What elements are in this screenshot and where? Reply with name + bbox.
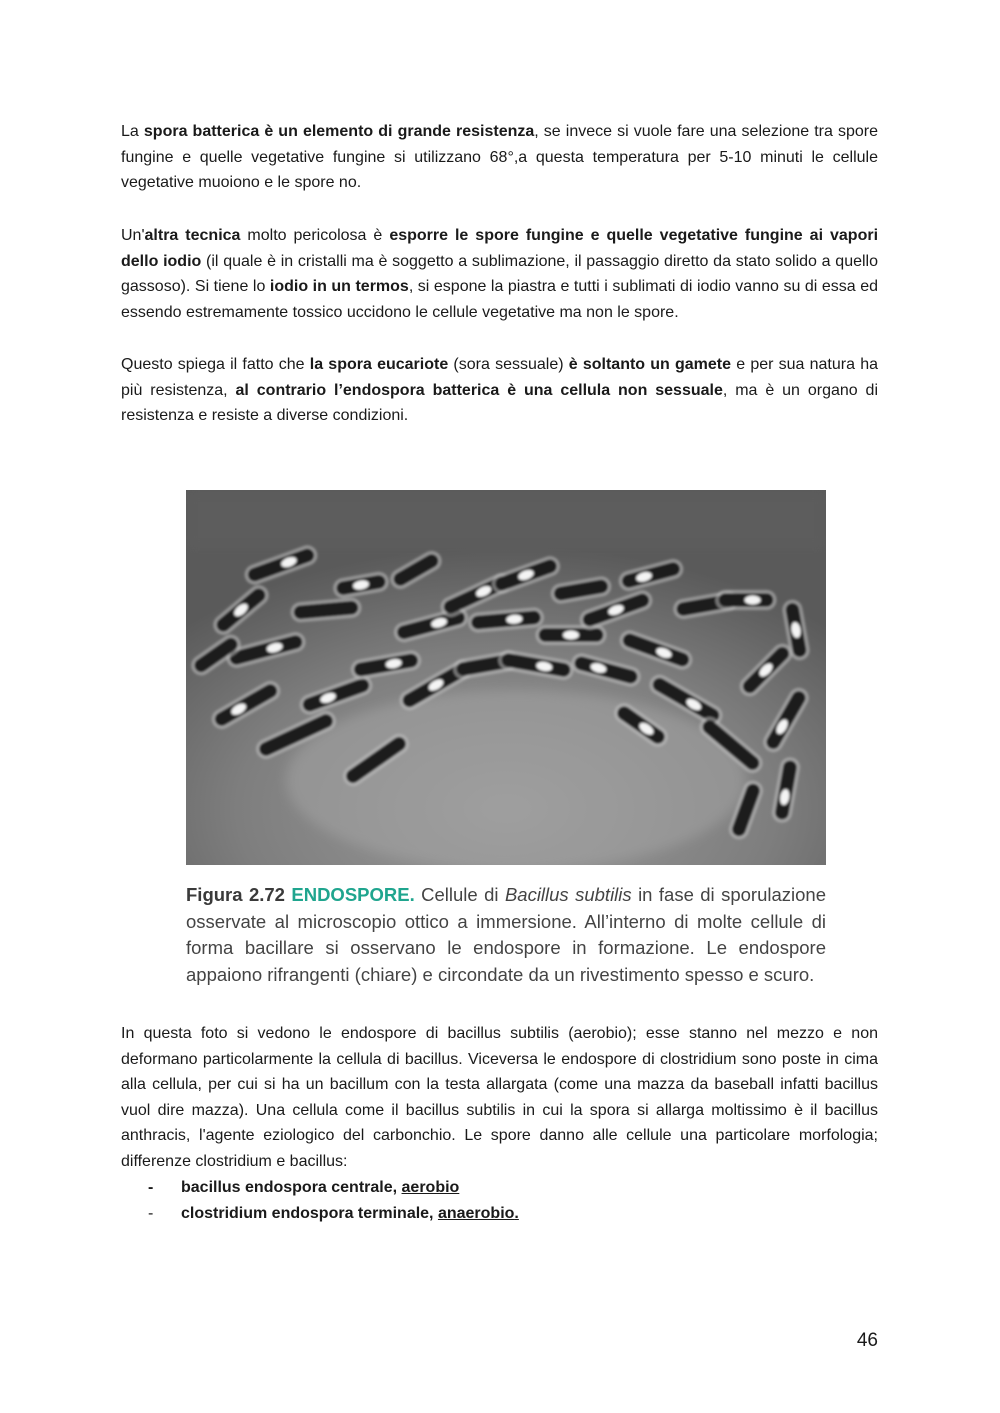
text-run: In questa foto si vedono le endospore di bacillus subtilis (aerobio); esse stanno nel mezzo e non deformano particolarmente la cellula di bacillus. Viceversa le endospore di clostridium sono poste in cima alla cellula, per cui si ha un bacillum con la testa allargata (come una mazza da baseball infatti bacillus vuol dire mazza). Una cellula come il bacillus subtilis in cui la spora si allarga moltissimo è il bacillus anthracis, l'agente eziologico del carbonchio. Le spore danno alle cellule una particolare morfologia; differenze clostridium e bacillus: xyxy=(121,1025,878,1170)
paragraph-spore-resistance xyxy=(121,119,878,196)
list-item-underlined: anaerobio xyxy=(437,1204,515,1222)
figure-label: ENDOSPORE. xyxy=(291,884,415,905)
text-run: , ma è un organo di resistenza e resiste a diverse condizioni. xyxy=(121,381,879,425)
bold-run: esporre le spore fungine e quelle vegetative fungine ai vapori dello iodio xyxy=(121,227,879,270)
text-run: , se invece si vuole fare una selezione tra spore fungine e quelle vegetative fungine si utilizzano 68°,a questa temperatura per 5-10 minuti le cellule vegetative muoiono e le spore no. xyxy=(121,123,879,192)
list-item xyxy=(121,1175,878,1201)
paragraph-photo-description xyxy=(121,1021,878,1175)
caption-text: Cellule di xyxy=(414,884,505,905)
bullet-dash: - xyxy=(148,1204,154,1222)
figure-caption xyxy=(186,882,826,988)
list-item xyxy=(121,1201,878,1227)
caption-text: in fase di sporulazione osservate al microscopio ottico a immersione. All’interno di molte cellule di forma bacillare si osservano le endospore in formazione. Le endospore appaiono rifrangenti (chiare) e circondate da un rivestimento spesso e scuro. xyxy=(186,884,826,985)
list-item-text: clostridium endospora terminale, xyxy=(181,1204,438,1222)
bold-run: al contrario l’endospora batterica è una cellula non sessuale xyxy=(235,381,723,399)
text-run: La xyxy=(121,123,144,140)
caption-species: Bacillus subtilis xyxy=(504,884,632,905)
text-run: Un' xyxy=(121,227,145,244)
bold-run: la spora eucariote xyxy=(309,356,449,373)
bacillus-cell xyxy=(536,625,607,645)
text-run: molto pericolosa è xyxy=(240,227,390,244)
bullet-dash: - xyxy=(148,1179,154,1196)
text-run: (sora sessuale) xyxy=(448,356,569,373)
endospore-micrograph-image xyxy=(186,490,826,865)
bacillus-cell xyxy=(716,590,777,610)
text-run: (il quale è in cristalli ma è soggetto a sublimazione, il passaggio diretto da stato solido a quello gassoso). Si tiene lo xyxy=(121,252,878,296)
text-run: , si espone la piastra e tutti i sublimati di iodio vanno su di essa ed essendo estremamente tossico uccidono le cellule vegetative ma non le spore. xyxy=(121,278,878,321)
text-run: e per sua natura ha più resistenza, xyxy=(121,356,879,399)
bold-run: iodio in un termos xyxy=(269,278,409,296)
paragraph-iodine-technique xyxy=(121,223,878,325)
page-number: 46 xyxy=(856,1330,878,1351)
differences-list xyxy=(121,1175,878,1226)
list-item-text: bacillus endospora centrale, xyxy=(181,1179,402,1196)
text-run: Questo spiega il fatto che xyxy=(121,356,310,373)
bold-run: è soltanto un gamete xyxy=(568,356,732,373)
list-item-trail: . xyxy=(514,1204,519,1222)
paragraph-eukaryotic-spore xyxy=(121,352,878,429)
figure-number: Figura 2.72 xyxy=(186,884,285,905)
bold-run: altra tecnica xyxy=(144,227,241,244)
list-item-underlined: aerobio xyxy=(401,1179,460,1196)
bold-run: spora batterica è un elemento di grande resistenza xyxy=(143,123,535,140)
